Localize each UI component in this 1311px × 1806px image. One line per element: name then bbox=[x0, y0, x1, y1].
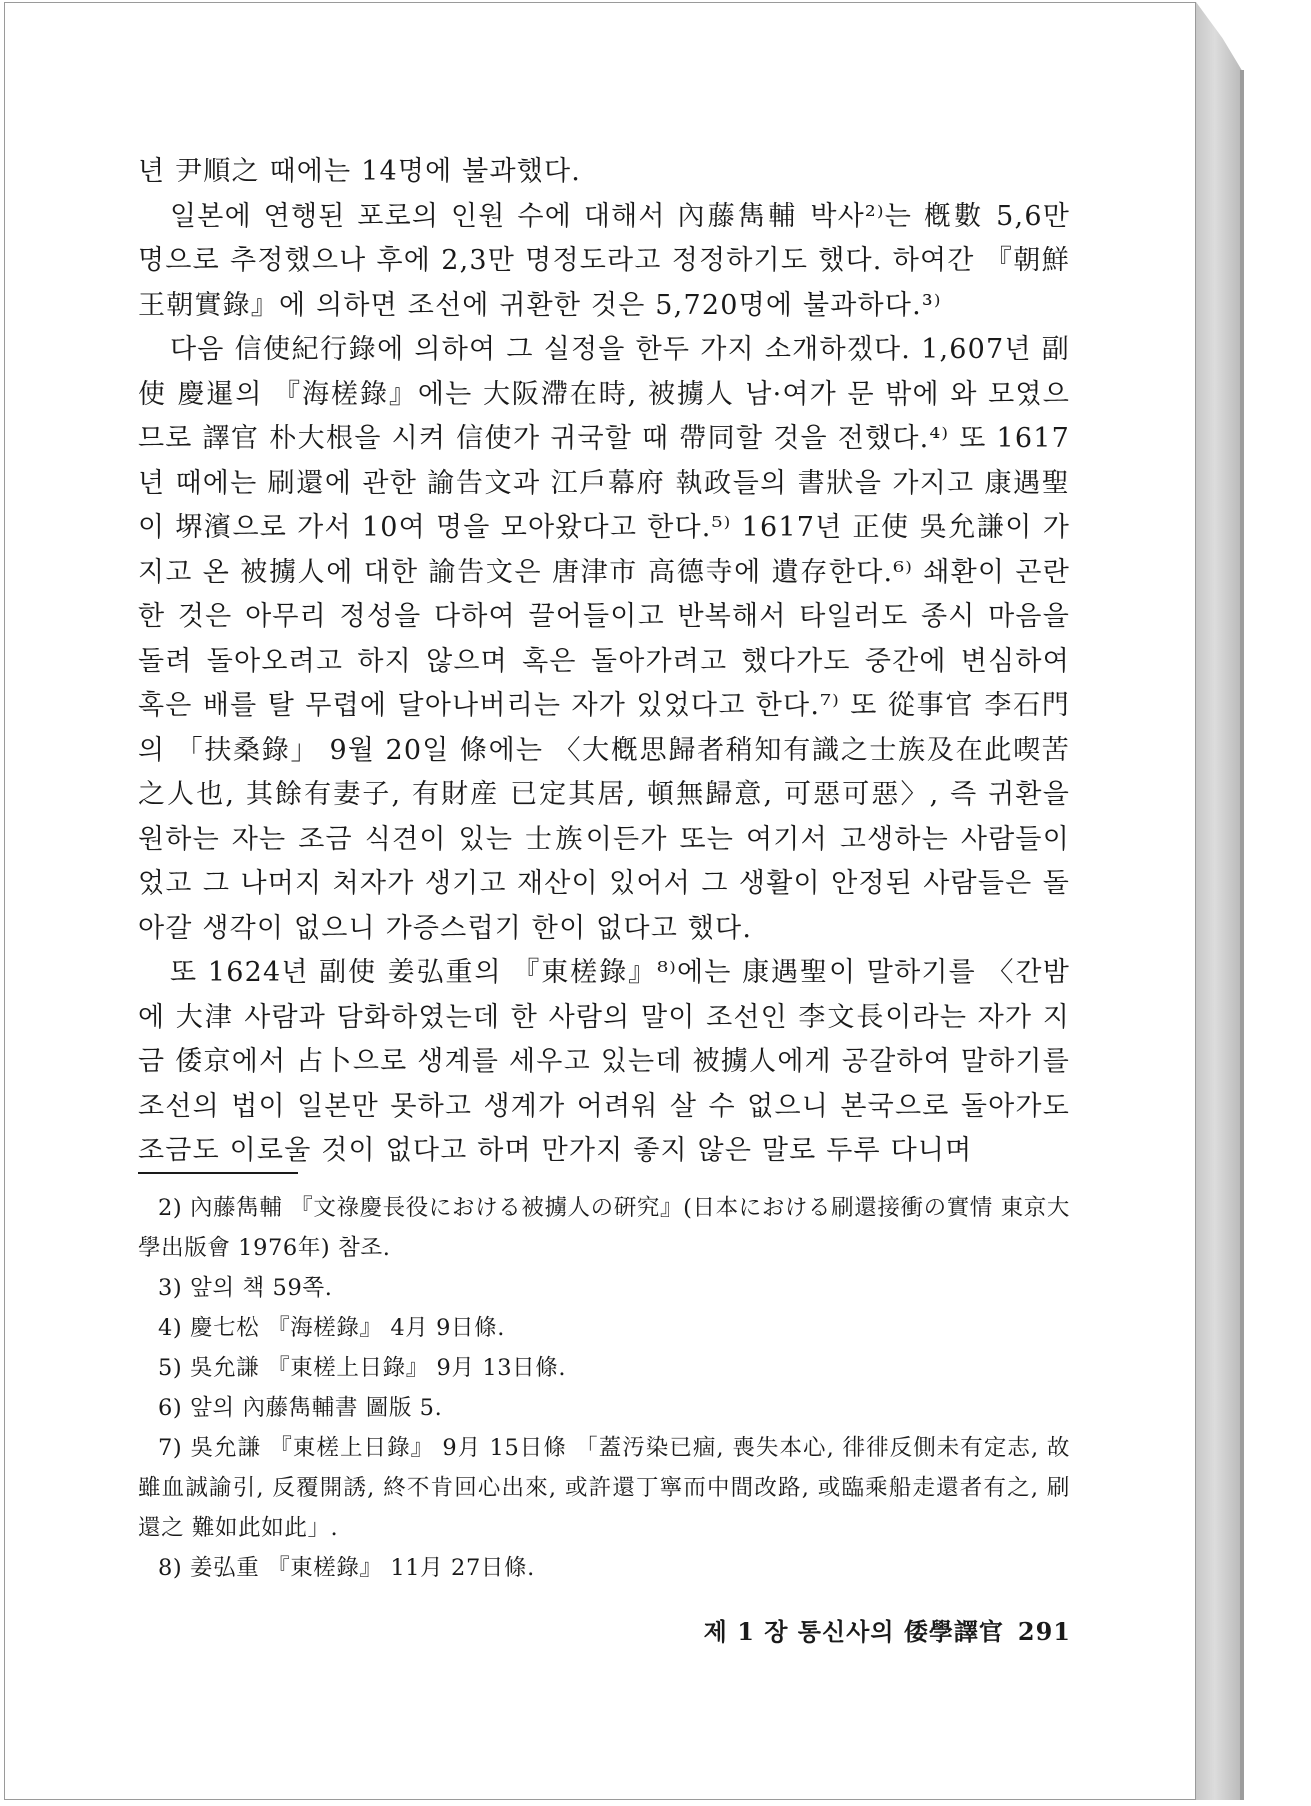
footnote-8: 8) 姜弘重 『東槎錄』 11月 27日條. bbox=[158, 1555, 535, 1581]
paragraph-continuation: 년 尹順之 때에는 14명에 불과했다. bbox=[138, 156, 582, 187]
page-stack-edge bbox=[1196, 2, 1244, 1800]
body-text bbox=[138, 150, 1070, 1174]
page-number: 291 bbox=[1017, 1617, 1071, 1646]
footnotes bbox=[138, 1172, 1070, 1588]
running-footer bbox=[704, 1612, 1071, 1647]
footnote-6: 6) 앞의 內藤雋輔書 圖版 5. bbox=[158, 1395, 443, 1421]
page-stack-shadow bbox=[1240, 70, 1244, 1800]
footnote-3: 3) 앞의 책 59쪽. bbox=[158, 1275, 333, 1301]
footnote-2: 2) 內藤雋輔 『文祿慶長役における被擄人の硏究』(日本における刷還接衝の實情 東京大學出版會 1976年) 참조. bbox=[138, 1195, 1070, 1261]
footnote-4: 4) 慶七松 『海槎錄』 4月 9日條. bbox=[158, 1315, 505, 1341]
footnote-divider bbox=[138, 1172, 298, 1174]
paragraph-dongsarok: 또 1624년 副使 姜弘重의 『東槎錄』⁸⁾에는 康遇聖이 말하기를 〈간밤에 大津 사람과 담화하였는데 한 사람의 말이 조선인 李文長이라는 자가 지금 倭京에서 占卜으로 생계를 세우고 있는데 被擄人에게 공갈하여 말하기를 조선의 법이 일본만 못하고 생계가 어려워 살 수 없으니 본국으로 돌아가도 조금도 이로울 것이 없다고 하며 만가지 좋지 않은 말로 두루 다니며 bbox=[138, 957, 1070, 1166]
paragraph-envoy-records: 다음 信使紀行錄에 의하여 그 실정을 한두 가지 소개하겠다. 1,607년 副使 慶暹의 『海槎錄』에는 大阪滯在時, 被擄人 남·여가 문 밖에 와 모였으므로 譯官 朴大根을 시켜 信使가 귀국할 때 帶同할 것을 전했다.⁴⁾ 또 1617년 때에는 刷還에 관한 諭告文과 江戶幕府 執政들의 書狀을 가지고 康遇聖이 堺濱으로 가서 10여 명을 모아왔다고 한다.⁵⁾ 1617년 正使 吳允謙이 가지고 온 被擄人에 대한 諭告文은 唐津市 高德寺에 遺存한다.⁶⁾ 쇄환이 곤란한 것은 아무리 정성을 다하여 끌어들이고 반복해서 타일러도 종시 마음을 돌려 돌아오려고 하지 않으며 혹은 돌아가려고 했다가도 중간에 변심하여 혹은 배를 탈 무렵에 달아나버리는 자가 있었다고 한다.⁷⁾ 또 從事官 李石門의 「扶桑錄」 9월 20일 條에는 〈大槪思歸者稍知有識之士族及在此喫苦之人也, 其餘有妻子, 有財産 已定其居, 頓無歸意, 可惡可惡〉, 즉 귀환을 원하는 자는 조금 식견이 있는 士族이든가 또는 여기서 고생하는 사람들이었고 그 나머지 처자가 생기고 재산이 있어서 그 생활이 안정된 사람들은 돌아갈 생각이 없으니 가증스럽기 한이 없다고 했다. bbox=[138, 334, 1070, 944]
footnote-5: 5) 吳允謙 『東槎上日錄』 9月 13日條. bbox=[158, 1355, 567, 1381]
chapter-title: 제 1 장 통신사의 倭學譯官 bbox=[703, 1617, 1004, 1646]
footnote-7: 7) 吳允謙 『東槎上日錄』 9月 15日條 「蓋汚染已痼, 喪失本心, 徘徘反側未有定志, 故雖血誠諭引, 反覆開誘, 終不肯回心出來, 或許還丁寧而中間改路, 或臨乘船走還者有之, 刷還之 難如此如此」. bbox=[138, 1435, 1070, 1541]
paragraph-captive-count: 일본에 연행된 포로의 인원 수에 대해서 內藤雋輔 박사²⁾는 槪數 5,6만 명으로 추정했으나 후에 2,3만 명정도라고 정정하기도 했다. 하여간 『朝鮮王朝實錄』에 의하면 조선에 귀환한 것은 5,720명에 불과하다.³⁾ bbox=[138, 200, 1070, 321]
